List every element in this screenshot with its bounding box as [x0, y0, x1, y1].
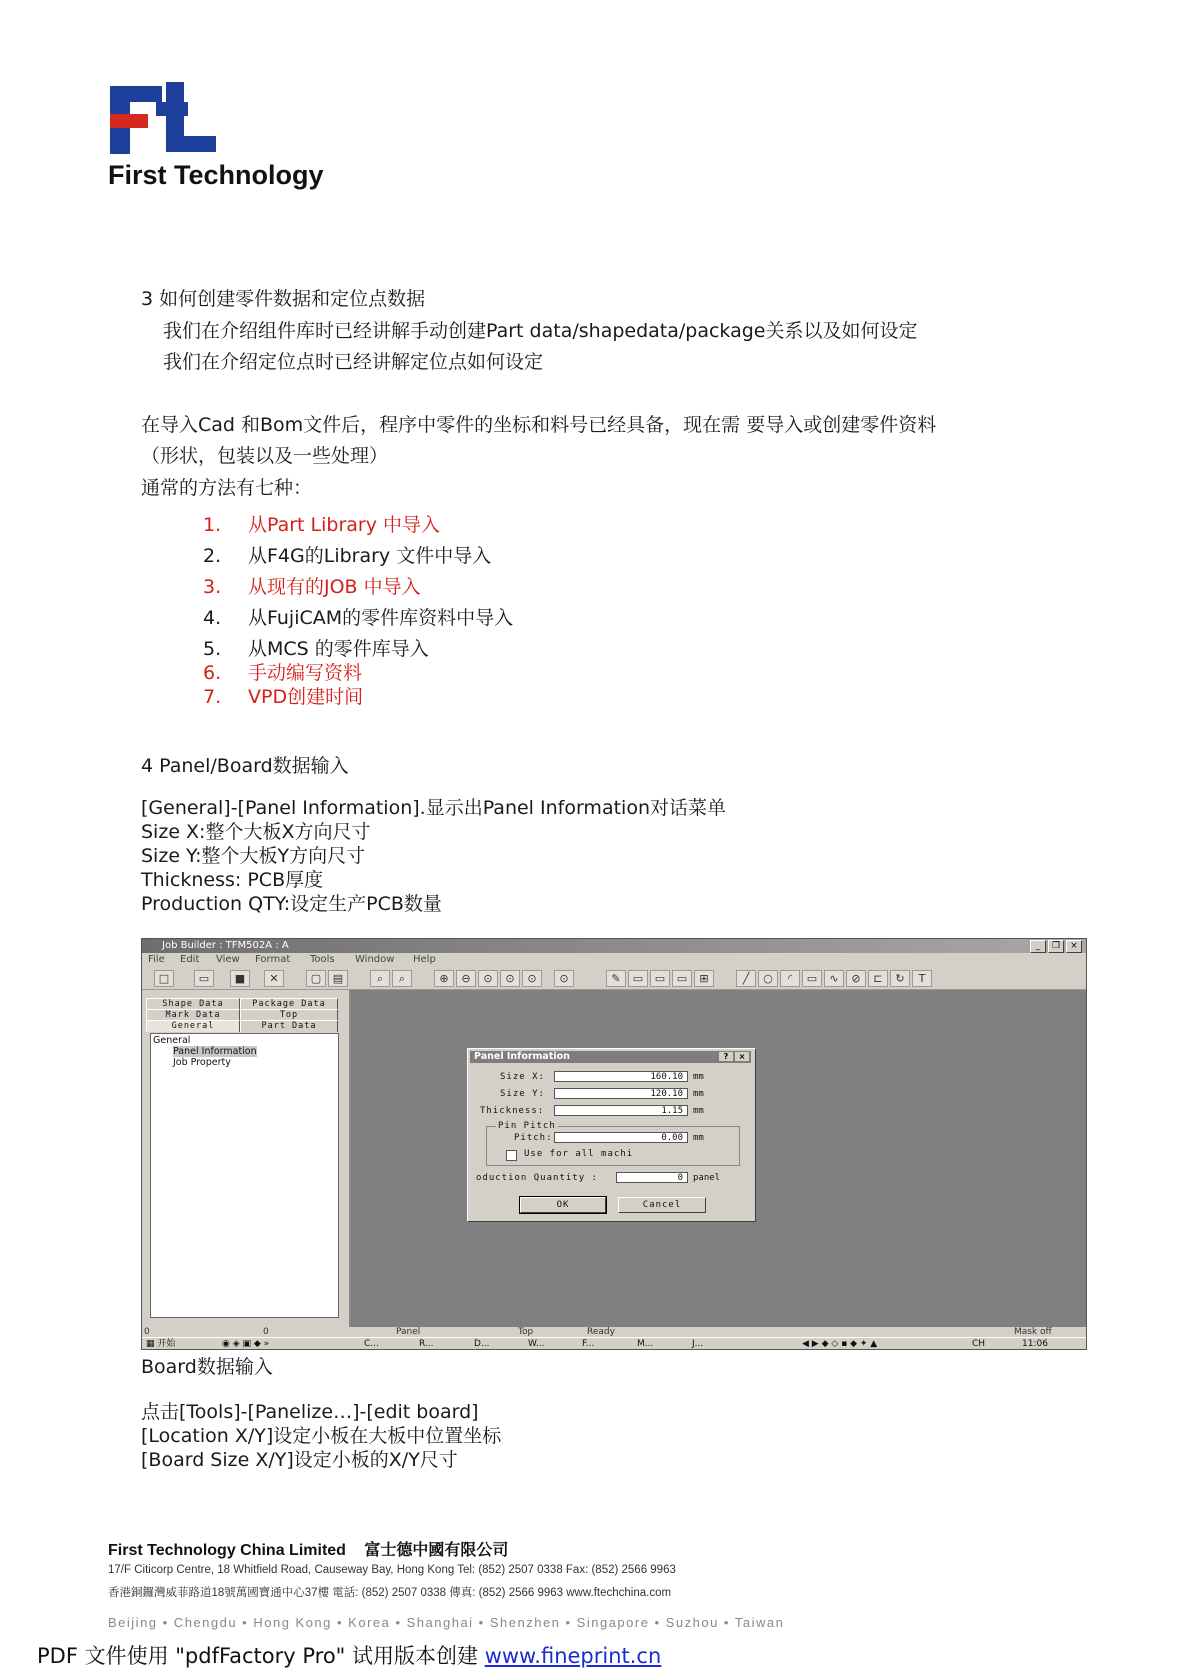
section4-line3: Size Y:整个大板Y方向尺寸 — [141, 845, 366, 867]
menu-file[interactable]: File — [148, 954, 165, 965]
quicklaunch-icons[interactable]: ◉ ◈ ▣ ◆ » — [222, 1339, 270, 1349]
minimize-button[interactable]: _ — [1030, 940, 1046, 953]
section4-line1: [General]-[Panel Information].显示出Panel Information对话菜单 — [141, 797, 726, 819]
size-x-unit: mm — [693, 1072, 704, 1082]
pdf-notice — [37, 1640, 661, 1670]
pdf-notice-text: PDF 文件使用 "pdfFactory Pro" 试用版本创建 — [37, 1644, 485, 1668]
restore-button[interactable]: ❐ — [1048, 940, 1064, 953]
section3-line2: 我们在介绍定位点时已经讲解定位点如何设定 — [163, 351, 544, 373]
arc-icon[interactable]: ◜ — [780, 970, 800, 987]
size-x-label: Size X: — [500, 1072, 545, 1082]
curve-icon[interactable]: ∿ — [824, 970, 844, 987]
find-icon[interactable]: ⌕ — [370, 970, 390, 987]
method-text: 从现有的JOB 中导入 — [248, 576, 421, 598]
section3-line1: 我们在介绍组件库时已经讲解手动创建Part data/shapedata/package关系以及如何设定 — [163, 320, 918, 342]
left-panel — [142, 990, 351, 1327]
task-w[interactable]: W... — [528, 1339, 545, 1349]
tab-top[interactable]: Top — [240, 1009, 338, 1021]
print-icon[interactable]: ▤ — [328, 970, 348, 987]
size-y-unit: mm — [693, 1089, 704, 1099]
size-x-input[interactable]: 160.10 — [554, 1071, 688, 1082]
size-y-input[interactable]: 120.10 — [554, 1088, 688, 1099]
line-icon[interactable]: ╱ — [736, 970, 756, 987]
cut-icon[interactable]: ✕ — [264, 970, 284, 987]
method-text: 从F4G的Library 文件中导入 — [248, 545, 492, 567]
status-ready: Ready — [587, 1327, 615, 1337]
pitch-unit: mm — [693, 1133, 704, 1143]
intro-line1: 在导入Cad 和Bom文件后，程序中零件的坐标和料号已经具备，现在需 要导入或创建零件资料 — [141, 414, 937, 436]
thickness-input[interactable]: 1.15 — [554, 1105, 688, 1116]
section3-title: 3 如何创建零件数据和定位点数据 — [141, 288, 426, 310]
method-number: 4. — [203, 607, 222, 629]
board-line2: [Location X/Y]设定小板在大板中位置坐标 — [141, 1425, 502, 1447]
task-m[interactable]: M... — [637, 1339, 654, 1349]
thickness-label: Thickness: — [480, 1106, 545, 1116]
footer-company-en: First Technology China Limited — [108, 1542, 346, 1559]
intro-line2: （形状，包装以及一些处理） — [141, 445, 389, 467]
zoom-in-icon[interactable]: ⊕ — [434, 970, 454, 987]
method-item — [203, 572, 421, 599]
status-panel: Panel — [396, 1327, 421, 1337]
pdf-notice-link[interactable]: www.fineprint.cn — [484, 1644, 662, 1668]
zoom-window-icon[interactable]: ⊙ — [500, 970, 520, 987]
method-text: 手动编写资料 — [248, 662, 363, 684]
method-item — [203, 541, 491, 568]
tree-item-job-property[interactable]: Job Property — [173, 1057, 231, 1068]
method-item — [203, 603, 513, 630]
production-quantity-input[interactable]: 0 — [616, 1172, 688, 1183]
zoom-out-icon[interactable]: ⊖ — [456, 970, 476, 987]
production-quantity-unit: panel — [693, 1173, 721, 1183]
board-section-title: Board数据输入 — [141, 1356, 273, 1378]
ok-button[interactable]: OK — [520, 1197, 606, 1213]
method-number: 5. — [203, 638, 222, 660]
menu-edit[interactable]: Edit — [180, 954, 200, 965]
board-line3: [Board Size X/Y]设定小板的X/Y尺寸 — [141, 1449, 458, 1471]
logo-text: First Technology — [108, 160, 324, 190]
task-d[interactable]: D... — [474, 1339, 490, 1349]
close-button[interactable]: × — [1066, 940, 1082, 953]
company-logo — [108, 80, 368, 200]
method-number: 2. — [203, 545, 222, 567]
cancel-button[interactable]: Cancel — [618, 1197, 706, 1213]
tree-item-general[interactable]: General — [153, 1035, 191, 1046]
tab-part-data[interactable]: Part Data — [240, 1020, 338, 1032]
menu-help[interactable]: Help — [413, 954, 436, 965]
preview-icon[interactable]: ▢ — [306, 970, 326, 987]
toolbar — [142, 967, 1086, 990]
zoom-fit-icon[interactable]: ⊙ — [478, 970, 498, 987]
size-y-label: Size Y: — [500, 1089, 545, 1099]
status-y: 0 — [263, 1327, 269, 1337]
dimension-icon[interactable]: ⊏ — [868, 970, 888, 987]
intro-line3: 通常的方法有七种： — [141, 477, 313, 499]
menu-view[interactable]: View — [216, 954, 240, 965]
window-title: Job Builder : TFM502A : A — [162, 940, 289, 951]
task-f[interactable]: F... — [582, 1339, 595, 1349]
tool-icon[interactable]: ▭ — [672, 970, 692, 987]
task-c[interactable]: C... — [364, 1339, 379, 1349]
rect-icon[interactable]: ▭ — [802, 970, 822, 987]
use-for-all-label: Use for all machi — [524, 1149, 634, 1159]
method-text: 从Part Library 中导入 — [248, 514, 441, 536]
grid-icon[interactable]: ⊞ — [694, 970, 714, 987]
menubar — [142, 953, 1086, 967]
status-x: 0 — [144, 1327, 150, 1337]
tool-icon[interactable]: ▭ — [628, 970, 648, 987]
method-number: 6. — [203, 662, 222, 684]
tab-shape-data[interactable]: Shape Data — [146, 998, 240, 1010]
thickness-unit: mm — [693, 1106, 704, 1116]
taskbar — [142, 1337, 1086, 1350]
task-r[interactable]: R... — [419, 1339, 434, 1349]
save-icon[interactable]: ■ — [230, 970, 250, 987]
footer-company — [108, 1537, 508, 1560]
section4-line2: Size X:整个大板X方向尺寸 — [141, 821, 371, 843]
dialog-close-button[interactable]: × — [735, 1052, 749, 1061]
tray-icons: ◀ ▶ ◆ ◇ ▪ ◆ ✦ ▲ — [802, 1339, 878, 1349]
task-j[interactable]: J... — [692, 1339, 704, 1349]
panel-information-dialog — [467, 1048, 756, 1222]
help-button[interactable]: ? — [719, 1052, 733, 1061]
footer-address-en: 17/F Citicorp Centre, 18 Whitfield Road, Causeway Bay, Hong Kong Tel: (852) 2507 0338 Fax: (852) 2566 9963 — [108, 1564, 676, 1576]
method-number: 3. — [203, 576, 222, 598]
footer-cities: Beijing • Chengdu • Hong Kong • Korea • Shanghai • Shenzhen • Singapore • Suzhou • Taiwan — [108, 1615, 785, 1630]
status-side: Top — [518, 1327, 534, 1337]
production-quantity-label: oduction Quantity : — [476, 1173, 598, 1183]
open-icon[interactable]: ▭ — [194, 970, 214, 987]
tree-view — [150, 1033, 339, 1318]
menu-format[interactable]: Format — [255, 954, 291, 965]
method-item — [203, 682, 363, 709]
method-text: 从MCS 的零件库导入 — [248, 638, 429, 660]
start-button[interactable]: ▦ 开始 — [146, 1339, 176, 1349]
method-number: 1. — [203, 514, 222, 536]
new-icon[interactable]: □ — [154, 970, 174, 987]
method-item — [203, 634, 429, 661]
tree-item-panel-information[interactable]: Panel Information — [173, 1046, 257, 1057]
replace-icon[interactable]: ⌕ — [392, 970, 412, 987]
zoom-prev-icon[interactable]: ⊙ — [554, 970, 574, 987]
circle-icon[interactable]: ○ — [758, 970, 778, 987]
zoom-all-icon[interactable]: ⊙ — [522, 970, 542, 987]
section4-title: 4 Panel/Board数据输入 — [141, 755, 349, 777]
status-bar — [142, 1327, 1086, 1337]
method-number: 7. — [203, 686, 222, 708]
tool-icon[interactable]: ✎ — [606, 970, 626, 987]
footer-company-cn: 富士德中國有限公司 — [364, 1542, 509, 1559]
pitch-label: Pitch: — [514, 1133, 553, 1143]
method-item — [203, 658, 362, 685]
pitch-input[interactable]: 0.00 — [554, 1132, 688, 1143]
footer-address-cn: 香港銅鑼灣威菲路道18號萬國寶通中心37樓 電話: (852) 2507 0338 傳真: (852) 2566 9963 www.ftechchina.com — [108, 1587, 672, 1599]
rotate-icon[interactable]: ↻ — [890, 970, 910, 987]
method-text: 从FujiCAM的零件库资料中导入 — [248, 607, 514, 629]
method-item — [203, 510, 440, 537]
tab-mark-data[interactable]: Mark Data — [146, 1009, 240, 1021]
tool-icon[interactable]: ▭ — [650, 970, 670, 987]
pin-pitch-group-label: Pin Pitch — [498, 1121, 556, 1131]
text-icon[interactable]: T — [912, 970, 932, 987]
status-mask: Mask off — [1014, 1327, 1052, 1337]
section4-line4: Thickness: PCB厚度 — [141, 869, 324, 891]
dialog-titlebar — [470, 1051, 751, 1063]
board-line1: 点击[Tools]-[Panelize…]-[edit board] — [141, 1401, 479, 1423]
window-titlebar — [142, 939, 1086, 953]
ft-logo-mark — [108, 80, 218, 160]
dialog-title: Panel Information — [474, 1051, 570, 1062]
shape-icon[interactable]: ⊘ — [846, 970, 866, 987]
use-for-all-checkbox[interactable] — [506, 1150, 517, 1161]
menu-window[interactable]: Window — [355, 954, 395, 965]
lang-indicator[interactable]: CH — [972, 1339, 986, 1349]
clock: 11:06 — [1022, 1339, 1048, 1349]
tab-general[interactable]: General — [146, 1020, 240, 1032]
section4-line5: Production QTY:设定生产PCB数量 — [141, 893, 442, 915]
method-text: VPD创建时间 — [248, 686, 364, 708]
menu-tools[interactable]: Tools — [310, 954, 335, 965]
tab-package-data[interactable]: Package Data — [240, 998, 338, 1010]
